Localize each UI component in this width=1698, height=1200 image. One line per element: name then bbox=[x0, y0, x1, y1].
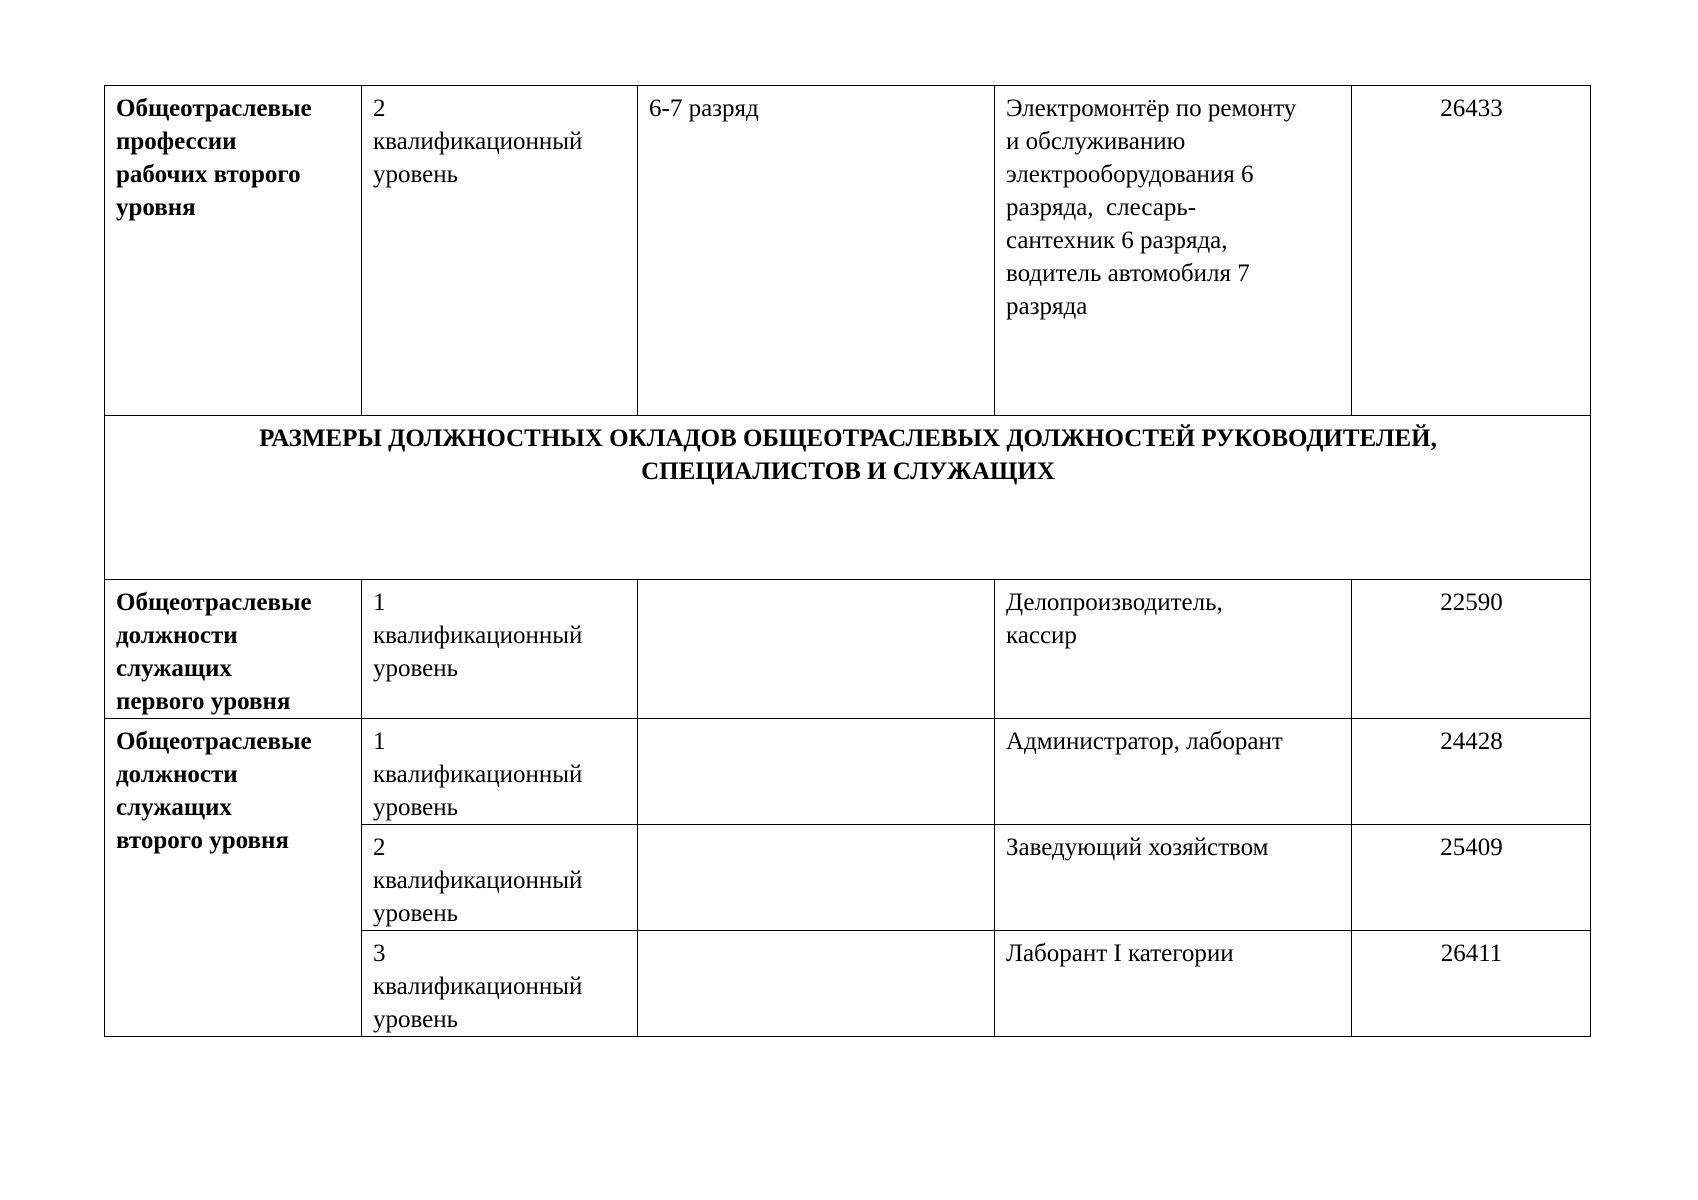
salary-cell bbox=[1352, 719, 1591, 825]
group-line: уровня bbox=[116, 194, 196, 221]
grade-cell bbox=[638, 825, 995, 931]
positions-line: Делопроизводитель, bbox=[1006, 589, 1223, 616]
level-line: 2 bbox=[373, 834, 386, 861]
level-line: квалификационный bbox=[373, 973, 583, 1000]
grade-text: 6-7 разряд bbox=[649, 95, 759, 122]
salary-cell bbox=[1352, 580, 1591, 719]
salary-value: 26433 bbox=[1440, 95, 1503, 122]
group-cell bbox=[105, 719, 362, 1037]
salary-cell bbox=[1352, 825, 1591, 931]
level-line: 2 bbox=[373, 95, 386, 122]
positions-line: разряда, слесарь- bbox=[1006, 194, 1197, 221]
level-line: квалификационный bbox=[373, 867, 583, 894]
table-row bbox=[105, 580, 1591, 719]
group-line: должности bbox=[116, 622, 238, 649]
level-cell bbox=[362, 719, 638, 825]
positions-line: Электромонтёр по ремонту bbox=[1006, 95, 1297, 122]
level-line: уровень bbox=[373, 900, 459, 927]
salary-value: 22590 bbox=[1440, 589, 1503, 616]
grade-cell bbox=[638, 931, 995, 1037]
positions-line: разряда bbox=[1006, 293, 1088, 320]
grade-cell bbox=[638, 86, 995, 416]
salary-cell bbox=[1352, 86, 1591, 416]
positions-line: и обслуживанию bbox=[1006, 128, 1186, 155]
positions-line: Администратор, лаборант bbox=[1006, 728, 1283, 755]
positions-cell bbox=[995, 719, 1352, 825]
level-line: 1 bbox=[373, 589, 386, 616]
section-heading-row bbox=[105, 416, 1591, 580]
level-cell bbox=[362, 86, 638, 416]
positions-line: сантехник 6 разряда, bbox=[1006, 227, 1228, 254]
level-line: уровень bbox=[373, 1006, 459, 1033]
positions-line: водитель автомобиля 7 bbox=[1006, 260, 1250, 287]
group-cell bbox=[105, 580, 362, 719]
group-line: рабочих второго bbox=[116, 161, 301, 188]
salary-value: 26411 bbox=[1440, 940, 1503, 967]
positions-line: кассир bbox=[1006, 622, 1077, 649]
level-line: 3 bbox=[373, 940, 386, 967]
positions-line: Лаборант I категории bbox=[1006, 940, 1234, 967]
positions-line: Заведующий хозяйством bbox=[1006, 834, 1269, 861]
positions-cell bbox=[995, 931, 1352, 1037]
level-cell bbox=[362, 825, 638, 931]
group-line: первого уровня bbox=[116, 688, 291, 715]
level-line: уровень bbox=[373, 161, 459, 188]
level-line: уровень bbox=[373, 655, 459, 682]
group-line: Общеотраслевые bbox=[116, 95, 312, 122]
level-line: квалификационный bbox=[373, 128, 583, 155]
group-line: служащих bbox=[116, 655, 232, 682]
salary-value: 24428 bbox=[1440, 728, 1503, 755]
level-cell bbox=[362, 580, 638, 719]
level-line: уровень bbox=[373, 794, 459, 821]
salary-table bbox=[104, 85, 1591, 1037]
level-line: квалификационный bbox=[373, 761, 583, 788]
group-cell bbox=[105, 86, 362, 416]
salary-value: 25409 bbox=[1440, 834, 1503, 861]
section-heading-line: СПЕЦИАЛИСТОВ И СЛУЖАЩИХ bbox=[641, 458, 1055, 485]
table-row bbox=[105, 719, 1591, 825]
table-row bbox=[105, 86, 1591, 416]
grade-cell bbox=[638, 580, 995, 719]
grade-cell bbox=[638, 719, 995, 825]
positions-cell bbox=[995, 580, 1352, 719]
section-heading-line: РАЗМЕРЫ ДОЛЖНОСТНЫХ ОКЛАДОВ ОБЩЕОТРАСЛЕВЫХ ДОЛЖНОСТЕЙ РУКОВОДИТЕЛЕЙ, bbox=[259, 425, 1437, 452]
group-line: профессии bbox=[116, 128, 237, 155]
group-line: служащих bbox=[116, 794, 232, 821]
salary-cell bbox=[1352, 931, 1591, 1037]
group-line: должности bbox=[116, 761, 238, 788]
positions-line: электрооборудования 6 bbox=[1006, 161, 1254, 188]
positions-cell bbox=[995, 825, 1352, 931]
level-cell bbox=[362, 931, 638, 1037]
level-line: 1 bbox=[373, 728, 386, 755]
group-line: Общеотраслевые bbox=[116, 728, 312, 755]
level-line: квалификационный bbox=[373, 622, 583, 649]
group-line: второго уровня bbox=[116, 827, 289, 854]
group-line: Общеотраслевые bbox=[116, 589, 312, 616]
positions-cell bbox=[995, 86, 1352, 416]
section-heading bbox=[105, 416, 1591, 580]
